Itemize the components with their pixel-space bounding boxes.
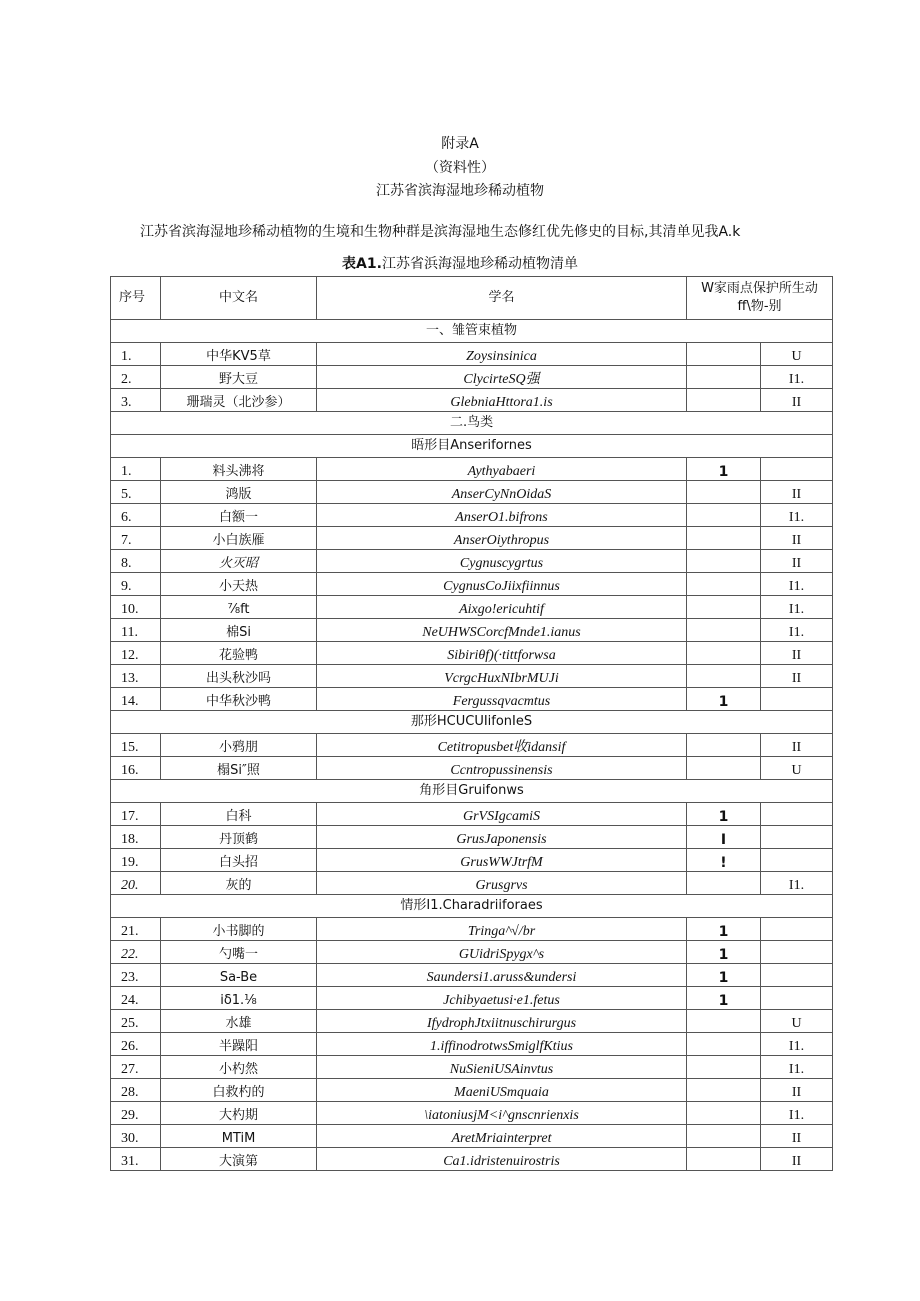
cell-level-two (761, 688, 833, 711)
cell-level-one: ! (687, 849, 761, 872)
species-table (110, 276, 833, 1171)
cell-level-one: 1 (687, 941, 761, 964)
cell-scientific-name: Jchibyaetusi∙e1.fetus (317, 987, 687, 1010)
table-row (111, 343, 833, 366)
cell-scientific-name: GrVSIgcamiS (317, 803, 687, 826)
cell-number: 12. (111, 642, 161, 665)
cell-level-two: U (761, 1010, 833, 1033)
cell-number: 28. (111, 1079, 161, 1102)
table-row (111, 826, 833, 849)
cell-level-two (761, 849, 833, 872)
cell-level-two: I1. (761, 872, 833, 895)
cell-level-one (687, 642, 761, 665)
cell-chinese-name: 料头沸将 (161, 458, 317, 481)
section-row (111, 412, 833, 435)
cell-level-two: II (761, 481, 833, 504)
cell-scientific-name: Tringa^√/br (317, 918, 687, 941)
cell-level-two: II (761, 642, 833, 665)
cell-level-one (687, 734, 761, 757)
table-row (111, 987, 833, 1010)
cell-number: 23. (111, 964, 161, 987)
cell-level-one (687, 1102, 761, 1125)
cell-scientific-name: IfydrophJtxiitnuschirurgus (317, 1010, 687, 1033)
cell-number: 16. (111, 757, 161, 780)
table-caption-text: 江苏省浜海湿地珍稀动植物清单 (381, 256, 578, 272)
table-row (111, 1079, 833, 1102)
cell-level-one (687, 504, 761, 527)
cell-number: 17. (111, 803, 161, 826)
table-row (111, 504, 833, 527)
section-title: 那形HCUCUIifonIeS (111, 711, 833, 734)
cell-number: 26. (111, 1033, 161, 1056)
table-row (111, 527, 833, 550)
cell-level-two: I1. (761, 1033, 833, 1056)
intro-paragraph: 江苏省滨海湿地珍稀动植物的生境和生物种群是滨海湿地生态修红优先修史的目标,其清单见我A.k (140, 224, 741, 240)
cell-level-two (761, 826, 833, 849)
cell-number: 5. (111, 481, 161, 504)
cell-scientific-name: Fergussqvacmtus (317, 688, 687, 711)
table-row (111, 1125, 833, 1148)
table-row (111, 642, 833, 665)
cell-level-two: II (761, 1148, 833, 1171)
cell-number: 30. (111, 1125, 161, 1148)
cell-chinese-name: 小书脚的 (161, 918, 317, 941)
table-row (111, 918, 833, 941)
cell-number: 6. (111, 504, 161, 527)
cell-level-two: II (761, 1079, 833, 1102)
cell-level-one (687, 573, 761, 596)
cell-level-one (687, 1079, 761, 1102)
table-header-row (111, 277, 833, 320)
cell-level-two (761, 918, 833, 941)
cell-scientific-name: NeUHWSCorcfMnde1.ianus (317, 619, 687, 642)
cell-level-one (687, 872, 761, 895)
cell-chinese-name: 小杓然 (161, 1056, 317, 1079)
cell-level-two: II (761, 527, 833, 550)
section-title: 二.鸟类 (111, 412, 833, 435)
cell-level-two (761, 987, 833, 1010)
cell-number: 25. (111, 1010, 161, 1033)
cell-level-one: 1 (687, 964, 761, 987)
cell-number: 29. (111, 1102, 161, 1125)
cell-scientific-name: GlebniaHttora1.is (317, 389, 687, 412)
cell-scientific-name: \iatoniusjM<i^gnscnrienxis (317, 1102, 687, 1125)
cell-number: 22. (111, 941, 161, 964)
cell-chinese-name: 花验鸭 (161, 642, 317, 665)
section-row (111, 780, 833, 803)
header-no: 序号 (111, 277, 161, 320)
cell-number: 11. (111, 619, 161, 642)
cell-level-one (687, 757, 761, 780)
cell-scientific-name: CygnusCoJiixfiinnus (317, 573, 687, 596)
table-row (111, 757, 833, 780)
cell-level-one (687, 527, 761, 550)
cell-chinese-name: 小鸦朋 (161, 734, 317, 757)
cell-scientific-name: GUidriSpygx^s (317, 941, 687, 964)
table-row (111, 941, 833, 964)
table-caption (0, 253, 920, 273)
cell-scientific-name: VcrgcHuxNIbrMUJi (317, 665, 687, 688)
table-row (111, 872, 833, 895)
cell-chinese-name: 出头秋沙吗 (161, 665, 317, 688)
cell-number: 27. (111, 1056, 161, 1079)
cell-level-two: II (761, 1125, 833, 1148)
cell-level-one (687, 1033, 761, 1056)
table-row (111, 573, 833, 596)
cell-number: 15. (111, 734, 161, 757)
cell-chinese-name: 大演第 (161, 1148, 317, 1171)
cell-level-one (687, 389, 761, 412)
cell-chinese-name: 白救杓的 (161, 1079, 317, 1102)
cell-chinese-name: 中华秋沙鸭 (161, 688, 317, 711)
table-row (111, 803, 833, 826)
cell-scientific-name: Ca1.idristenuirostris (317, 1148, 687, 1171)
cell-number: 24. (111, 987, 161, 1010)
cell-number: 14. (111, 688, 161, 711)
section-row (111, 320, 833, 343)
cell-level-two: I1. (761, 596, 833, 619)
cell-number: 10. (111, 596, 161, 619)
cell-chinese-name: 小白族雁 (161, 527, 317, 550)
table-row (111, 596, 833, 619)
cell-level-one: 1 (687, 918, 761, 941)
table-row (111, 964, 833, 987)
cell-level-two (761, 964, 833, 987)
table-row (111, 1056, 833, 1079)
cell-level-two: I1. (761, 504, 833, 527)
table-row (111, 688, 833, 711)
cell-chinese-name: 小天热 (161, 573, 317, 596)
header-protection-level-line1: W家雨点保护所生动 (701, 281, 818, 296)
section-title: 情形I1.Charadriiforaes (111, 895, 833, 918)
cell-number: 1. (111, 458, 161, 481)
cell-number: 9. (111, 573, 161, 596)
cell-level-two: II (761, 550, 833, 573)
cell-chinese-name: 白额一 (161, 504, 317, 527)
cell-chinese-name: 白科 (161, 803, 317, 826)
cell-level-two: I1. (761, 1056, 833, 1079)
cell-chinese-name: 半躁阳 (161, 1033, 317, 1056)
section-row (111, 895, 833, 918)
cell-level-one (687, 596, 761, 619)
cell-level-one (687, 366, 761, 389)
cell-level-one: 1 (687, 688, 761, 711)
cell-chinese-name: MTiM (161, 1125, 317, 1148)
cell-scientific-name: Saundersi1.aruss&undersi (317, 964, 687, 987)
cell-level-one (687, 1148, 761, 1171)
table-row (111, 366, 833, 389)
table-row (111, 619, 833, 642)
appendix-label: 附录A (441, 136, 479, 152)
cell-level-one: 1 (687, 458, 761, 481)
cell-scientific-name: Zoysinsinica (317, 343, 687, 366)
cell-chinese-name: 中华KV5草 (161, 343, 317, 366)
cell-chinese-name: 鸿版 (161, 481, 317, 504)
cell-scientific-name: AnserCyNnOidaS (317, 481, 687, 504)
cell-chinese-name: 野大豆 (161, 366, 317, 389)
cell-chinese-name: 棉Si (161, 619, 317, 642)
cell-number: 21. (111, 918, 161, 941)
cell-level-two: II (761, 734, 833, 757)
header-protection-level (687, 277, 833, 320)
cell-chinese-name: 水雄 (161, 1010, 317, 1033)
cell-level-one (687, 619, 761, 642)
appendix-nature: （资料性） (425, 160, 495, 176)
table-row (111, 1010, 833, 1033)
cell-chinese-name: 白头招 (161, 849, 317, 872)
cell-level-one: 1 (687, 803, 761, 826)
table-row (111, 1148, 833, 1171)
header-protection-level-line2: ff\物-别 (737, 299, 782, 314)
header-scientific-name: 学名 (317, 277, 687, 320)
cell-scientific-name: Aixgo!ericuhtif (317, 596, 687, 619)
cell-scientific-name: AnserO1.bifrons (317, 504, 687, 527)
cell-level-one (687, 481, 761, 504)
cell-level-two: II (761, 665, 833, 688)
cell-level-two (761, 458, 833, 481)
table-row (111, 389, 833, 412)
cell-scientific-name: GrusWWJtrfM (317, 849, 687, 872)
cell-scientific-name: GrusJaponensis (317, 826, 687, 849)
cell-level-one: 1 (687, 987, 761, 1010)
cell-number: 18. (111, 826, 161, 849)
header-chinese-name: 中文名 (161, 277, 317, 320)
cell-scientific-name: AnserOiythropus (317, 527, 687, 550)
cell-chinese-name: 珊瑞灵（北沙参） (161, 389, 317, 412)
cell-scientific-name: NuSieniUSAinvtus (317, 1056, 687, 1079)
section-title: 晤形目Anserifornes (111, 435, 833, 458)
cell-number: 3. (111, 389, 161, 412)
section-title: 一、雏管束植物 (111, 320, 833, 343)
cell-scientific-name: Cygnuscygrtus (317, 550, 687, 573)
cell-level-two: I1. (761, 573, 833, 596)
cell-level-one (687, 1056, 761, 1079)
table-row (111, 1033, 833, 1056)
cell-number: 13. (111, 665, 161, 688)
cell-chinese-name: iδ1.⅛ (161, 987, 317, 1010)
cell-chinese-name: 火灭昭 (161, 550, 317, 573)
appendix-title: 江苏省滨海湿地珍稀动植物 (376, 183, 544, 199)
cell-number: 2. (111, 366, 161, 389)
cell-number: 8. (111, 550, 161, 573)
cell-number: 20. (111, 872, 161, 895)
cell-level-one (687, 1010, 761, 1033)
cell-number: 31. (111, 1148, 161, 1171)
cell-scientific-name: AretMriainterpret (317, 1125, 687, 1148)
cell-level-two: U (761, 343, 833, 366)
cell-level-one (687, 550, 761, 573)
section-title: 角形目Gruifonws (111, 780, 833, 803)
cell-level-one (687, 1125, 761, 1148)
cell-scientific-name: ClycirteSQ强 (317, 366, 687, 389)
cell-level-two: U (761, 757, 833, 780)
cell-scientific-name: Sibiriθf)(∙tittforwsa (317, 642, 687, 665)
table-caption-label: 表A1. (342, 256, 382, 272)
cell-scientific-name: 1.iffinodrotwsSmiglfKtius (317, 1033, 687, 1056)
species-table-body (111, 277, 833, 1171)
table-row (111, 734, 833, 757)
table-row (111, 550, 833, 573)
cell-level-two (761, 941, 833, 964)
table-row (111, 458, 833, 481)
cell-scientific-name: Grusgrvs (317, 872, 687, 895)
cell-chinese-name: 勺嘴一 (161, 941, 317, 964)
section-row (111, 711, 833, 734)
cell-number: 1. (111, 343, 161, 366)
cell-chinese-name: Sa-Be (161, 964, 317, 987)
cell-chinese-name: 丹顶鹤 (161, 826, 317, 849)
cell-number: 7. (111, 527, 161, 550)
cell-number: 19. (111, 849, 161, 872)
table-row (111, 481, 833, 504)
cell-level-one (687, 343, 761, 366)
cell-level-two: II (761, 389, 833, 412)
cell-scientific-name: Ccntropussinensis (317, 757, 687, 780)
cell-scientific-name: Cetitropusbet收idansif (317, 734, 687, 757)
cell-level-two: I1. (761, 1102, 833, 1125)
cell-chinese-name: ⅞ft (161, 596, 317, 619)
cell-chinese-name: 大杓期 (161, 1102, 317, 1125)
cell-level-one (687, 665, 761, 688)
cell-chinese-name: 灰的 (161, 872, 317, 895)
cell-level-two: I1. (761, 619, 833, 642)
cell-level-two (761, 803, 833, 826)
table-row (111, 665, 833, 688)
cell-chinese-name: 榻Si″照 (161, 757, 317, 780)
cell-level-two: I1. (761, 366, 833, 389)
table-row (111, 1102, 833, 1125)
cell-level-one: I (687, 826, 761, 849)
cell-scientific-name: Aythyabaeri (317, 458, 687, 481)
cell-scientific-name: MaeniUSmquaia (317, 1079, 687, 1102)
section-row (111, 435, 833, 458)
table-row (111, 849, 833, 872)
